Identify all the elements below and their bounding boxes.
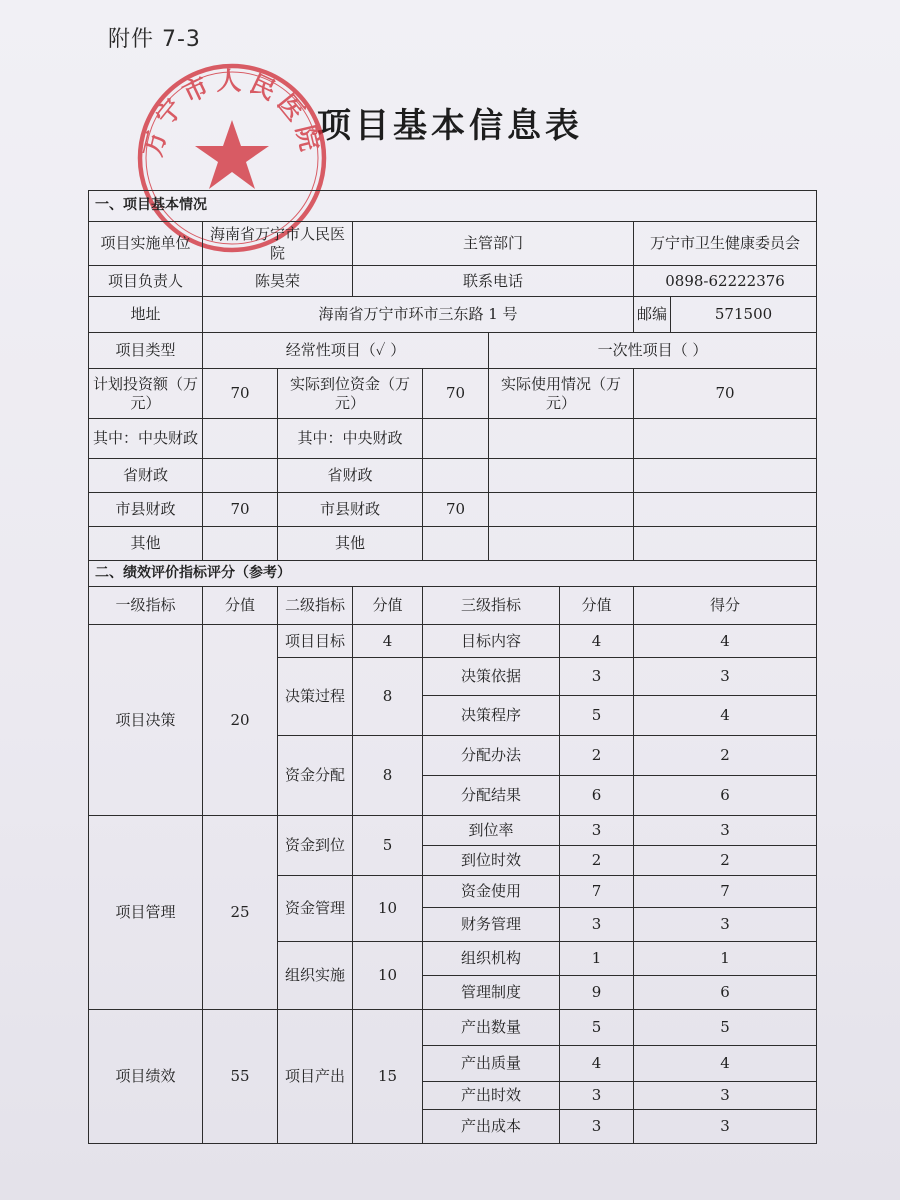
other-finance-used: [489, 527, 634, 561]
other-finance-planned: [203, 527, 278, 561]
level3-result: 2: [634, 736, 817, 776]
level3-score: 4: [560, 1046, 634, 1082]
city-finance-actual: 70: [423, 493, 489, 527]
actual-funds-label: 实际到位资金（万元）: [278, 369, 423, 419]
level1-score: 20: [203, 625, 278, 816]
svg-text:万宁市人民医院: 万宁市人民医院: [137, 66, 327, 160]
project-type-label: 项目类型: [89, 333, 203, 369]
header-score1: 分值: [203, 587, 278, 625]
level3-score: 4: [560, 625, 634, 658]
province-finance-label: 省财政: [89, 459, 203, 493]
city-finance-label: 市县财政: [89, 493, 203, 527]
header-level3: 三级指标: [423, 587, 560, 625]
city-finance-used: [489, 493, 634, 527]
level3-score: 5: [560, 1010, 634, 1046]
level3-name: 到位时效: [423, 846, 560, 876]
header-score3: 分值: [560, 587, 634, 625]
level3-result: 2: [634, 846, 817, 876]
level3-score: 2: [560, 736, 634, 776]
phone-value: 0898-62222376: [634, 266, 817, 297]
level3-score: 1: [560, 942, 634, 976]
postcode-label: 邮编: [634, 297, 671, 333]
level3-result: 3: [634, 1082, 817, 1110]
level2-score: 10: [353, 942, 423, 1010]
level3-name: 组织机构: [423, 942, 560, 976]
level2-name: 资金分配: [278, 736, 353, 816]
project-type-onetime: 一次性项目（ ）: [489, 333, 817, 369]
level3-result: 3: [634, 908, 817, 942]
attachment-label: 附件 7-3: [108, 27, 201, 52]
other-finance-label-2: 其他: [278, 527, 423, 561]
level1-name: 项目绩效: [89, 1010, 203, 1144]
actual-funds-value: 70: [423, 369, 489, 419]
other-finance-actual: [423, 527, 489, 561]
address-value: 海南省万宁市环市三东路 1 号: [203, 297, 634, 333]
central-finance-label: 其中：中央财政: [89, 419, 203, 459]
level3-name: 财务管理: [423, 908, 560, 942]
province-finance-actual: [423, 459, 489, 493]
level3-score: 7: [560, 876, 634, 908]
other-finance-extra: [634, 527, 817, 561]
level3-score: 3: [560, 1082, 634, 1110]
central-finance-planned: [203, 419, 278, 459]
actual-usage-label: 实际使用情况（万元）: [489, 369, 634, 419]
level2-score: 8: [353, 736, 423, 816]
level1-score: 25: [203, 816, 278, 1010]
level3-result: 3: [634, 816, 817, 846]
level2-score: 8: [353, 658, 423, 736]
project-info-table: [88, 190, 817, 1144]
level3-name: 产出时效: [423, 1082, 560, 1110]
section-heading-basic: 一、项目基本情况: [89, 191, 817, 222]
level3-result: 7: [634, 876, 817, 908]
level3-name: 决策依据: [423, 658, 560, 696]
header-result: 得分: [634, 587, 817, 625]
page-title: 项目基本信息表: [317, 106, 583, 146]
level1-score: 55: [203, 1010, 278, 1144]
level3-name: 分配结果: [423, 776, 560, 816]
level3-result: 3: [634, 1110, 817, 1144]
central-finance-used: [489, 419, 634, 459]
level1-name: 项目管理: [89, 816, 203, 1010]
authority-value: 万宁市卫生健康委员会: [634, 222, 817, 266]
project-type-operating: 经常性项目（✓ ）: [203, 333, 489, 369]
level2-name: 项目目标: [278, 625, 353, 658]
level1-name: 项目决策: [89, 625, 203, 816]
central-finance-actual: [423, 419, 489, 459]
level3-name: 资金使用: [423, 876, 560, 908]
planned-investment-label: 计划投资额（万元）: [89, 369, 203, 419]
level3-name: 管理制度: [423, 976, 560, 1010]
actual-usage-value: 70: [634, 369, 817, 419]
implementing-unit-value: 海南省万宁市人民医院: [203, 222, 353, 266]
section-heading-performance: 二、绩效评价指标评分（参考）: [89, 561, 817, 587]
level2-score: 15: [353, 1010, 423, 1144]
level3-score: 6: [560, 776, 634, 816]
central-finance-label-2: 其中：中央财政: [278, 419, 423, 459]
level3-name: 决策程序: [423, 696, 560, 736]
level3-result: 4: [634, 625, 817, 658]
level3-score: 2: [560, 846, 634, 876]
other-finance-label: 其他: [89, 527, 203, 561]
address-label: 地址: [89, 297, 203, 333]
level2-name: 组织实施: [278, 942, 353, 1010]
header-level2: 二级指标: [278, 587, 353, 625]
leader-value: 陈昊荣: [203, 266, 353, 297]
level3-score: 3: [560, 908, 634, 942]
level3-score: 3: [560, 658, 634, 696]
province-finance-extra: [634, 459, 817, 493]
level2-score: 10: [353, 876, 423, 942]
authority-label: 主管部门: [353, 222, 634, 266]
province-finance-label-2: 省财政: [278, 459, 423, 493]
level3-name: 目标内容: [423, 625, 560, 658]
level3-score: 3: [560, 1110, 634, 1144]
leader-label: 项目负责人: [89, 266, 203, 297]
level3-name: 产出数量: [423, 1010, 560, 1046]
level3-name: 产出成本: [423, 1110, 560, 1144]
planned-investment-value: 70: [203, 369, 278, 419]
header-score2: 分值: [353, 587, 423, 625]
level3-name: 产出质量: [423, 1046, 560, 1082]
level2-name: 资金管理: [278, 876, 353, 942]
level2-name: 决策过程: [278, 658, 353, 736]
level3-result: 4: [634, 1046, 817, 1082]
header-level1: 一级指标: [89, 587, 203, 625]
city-finance-label-2: 市县财政: [278, 493, 423, 527]
city-finance-extra: [634, 493, 817, 527]
level3-result: 6: [634, 976, 817, 1010]
level3-score: 9: [560, 976, 634, 1010]
city-finance-planned: 70: [203, 493, 278, 527]
central-finance-extra: [634, 419, 817, 459]
level3-result: 1: [634, 942, 817, 976]
level2-score: 4: [353, 625, 423, 658]
level3-name: 到位率: [423, 816, 560, 846]
province-finance-used: [489, 459, 634, 493]
province-finance-planned: [203, 459, 278, 493]
level3-score: 5: [560, 696, 634, 736]
level3-result: 5: [634, 1010, 817, 1046]
level2-score: 5: [353, 816, 423, 876]
phone-label: 联系电话: [353, 266, 634, 297]
postcode-value: 571500: [671, 297, 817, 333]
level2-name: 项目产出: [278, 1010, 353, 1144]
level3-result: 4: [634, 696, 817, 736]
implementing-unit-label: 项目实施单位: [89, 222, 203, 266]
level3-result: 3: [634, 658, 817, 696]
level3-name: 分配办法: [423, 736, 560, 776]
level2-name: 资金到位: [278, 816, 353, 876]
level3-score: 3: [560, 816, 634, 846]
level3-result: 6: [634, 776, 817, 816]
